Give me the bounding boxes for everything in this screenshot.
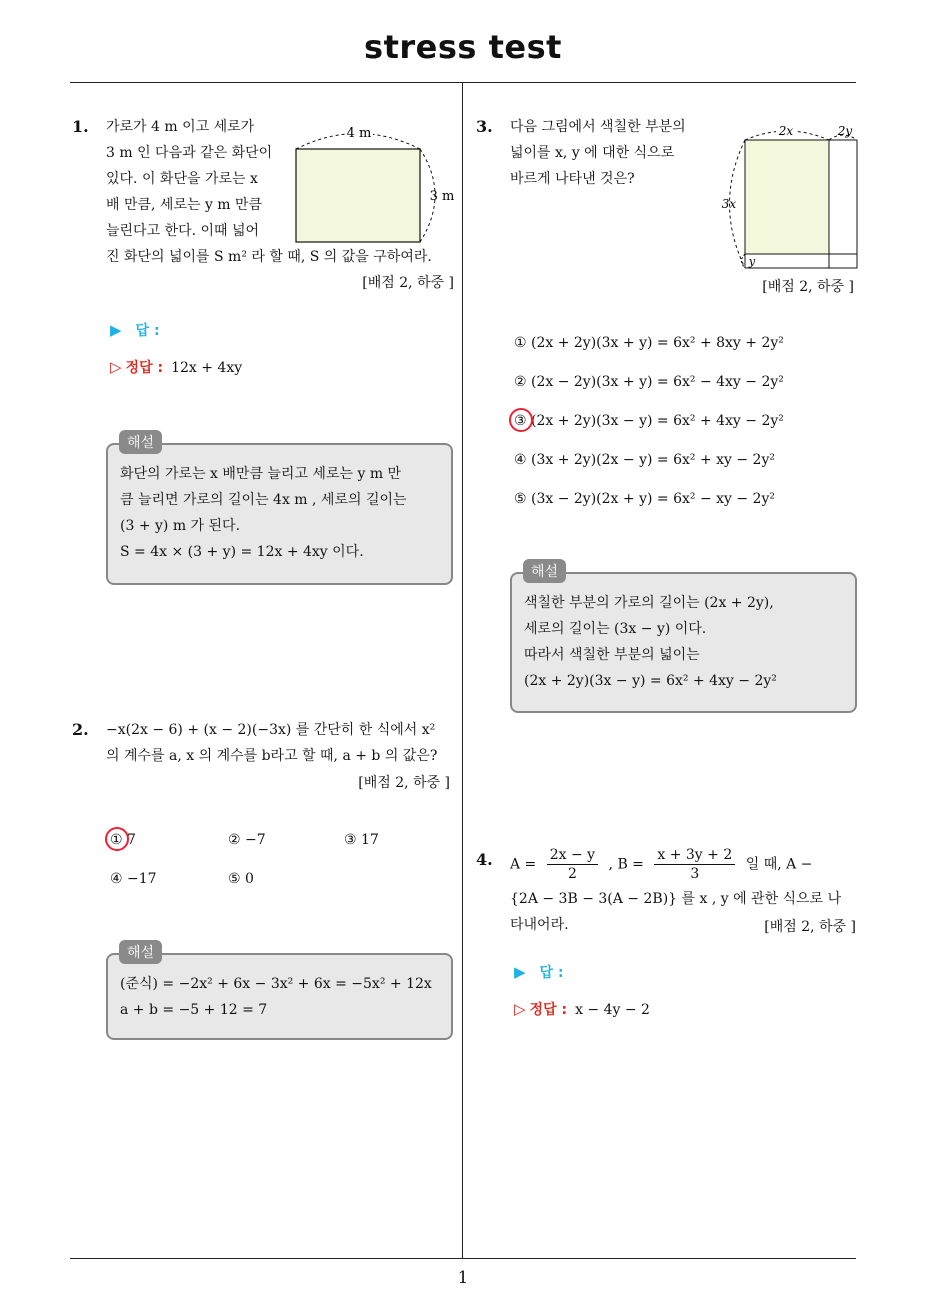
q4-a-denominator: 2 — [567, 866, 577, 882]
q4-fraction-b — [654, 846, 735, 883]
q3-bottom-arc — [742, 254, 746, 268]
q1-answer-label: ▶ 답 : — [110, 321, 160, 339]
q1-line-last: 진 화단의 넓이를 S m² 라 할 때, S 의 값을 구하여라. — [106, 249, 432, 265]
q2-selected-circle-icon — [105, 827, 129, 851]
triangle-outline-icon: ▷ — [110, 358, 122, 376]
q1-line: 배 만큼, 세로는 y m 만큼 — [106, 197, 263, 213]
q1-expl-line: 큼 늘리면 가로의 길이는 4x m , 세로의 길이는 — [120, 492, 407, 508]
q3-choice-2[interactable]: ② (2x − 2y)(3x + y) = 6x² − 4xy − 2y² — [514, 374, 784, 390]
q1-number: 1. — [72, 117, 89, 136]
q1-expl-line: S = 4x × (3 + y) = 12x + 4xy 이다. — [120, 544, 364, 560]
q1-line: 가로가 4 m 이고 세로가 — [106, 119, 255, 135]
q2-choice-4[interactable]: ④ −17 — [110, 871, 157, 887]
q1-line: 있다. 이 화단을 가로는 x — [106, 171, 258, 187]
q1-top-label: 4 m — [346, 126, 372, 141]
q3-label-3x: 3x — [721, 197, 737, 211]
q4-correct-value: x − 4y − 2 — [575, 1002, 650, 1018]
q1-explanation-tag: 해설 — [119, 430, 162, 454]
q2-meta: [배점 2, 하중 ] — [358, 775, 450, 791]
q1-explanation-box — [106, 443, 453, 585]
footer-rule — [70, 1258, 856, 1259]
page-number: 1 — [457, 1268, 469, 1288]
q2-text — [106, 717, 466, 769]
q4-answer-label: ▶ 답 : — [514, 963, 564, 981]
q1-line: 3 m 인 다음과 같은 화단이 — [106, 145, 273, 161]
q4-line2: {2A − 3B − 3(A − 2B)} 를 x , y 에 관한 식으로 나 — [510, 891, 842, 907]
q3-number: 3. — [476, 117, 493, 136]
q3-expl-line: 따라서 색칠한 부분의 넓이는 — [524, 647, 700, 663]
q4-line3: 타내어라. — [510, 917, 569, 933]
q3-expl-line: 세로의 길이는 (3x − y) 이다. — [524, 621, 707, 637]
q3-choice-4[interactable]: ④ (3x + 2y)(2x − y) = 6x² + xy − 2y² — [514, 452, 775, 468]
q4-b-numerator: x + 3y + 2 — [654, 846, 735, 865]
q1-line: 늘린다고 한다. 이때 넓어 — [106, 223, 260, 239]
q3-explanation-tag: 해설 — [523, 559, 566, 583]
q1-correct-value: 12x + 4xy — [171, 360, 243, 376]
triangle-outline-icon: ▷ — [514, 1000, 526, 1018]
q2-line: 의 계수를 a, x 의 계수를 b라고 할 때, a + b 의 값은? — [106, 748, 438, 764]
q3-text — [510, 114, 720, 192]
q2-choice-3[interactable]: ③ 17 — [344, 832, 379, 848]
play-icon: ▶ — [110, 321, 122, 339]
q1-meta: [배점 2, 하중 ] — [362, 275, 454, 291]
q4-line1 — [510, 846, 860, 883]
q1-flowerbed — [296, 149, 420, 242]
q4-a-numerator: 2x − y — [547, 846, 598, 865]
q2-choice-2[interactable]: ② −7 — [228, 832, 266, 848]
q2-expl-line: a + b = −5 + 12 = 7 — [120, 1002, 268, 1018]
q1-right-label: 3 m — [429, 189, 455, 204]
page-title: stress test — [364, 28, 562, 66]
q3-choice-3[interactable]: ③ (2x + 2y)(3x − y) = 6x² + 4xy − 2y² — [514, 413, 784, 429]
q3-choice-5[interactable]: ⑤ (3x − 2y)(2x + y) = 6x² − xy − 2y² — [514, 491, 775, 507]
q3-choice-1[interactable]: ① (2x + 2y)(3x + y) = 6x² + 8xy + 2y² — [514, 335, 784, 351]
q4-tail: 일 때, A − — [745, 856, 813, 873]
q3-line: 바르게 나타낸 것은? — [510, 171, 635, 187]
q4-number: 4. — [476, 850, 493, 869]
q2-choice-1[interactable]: ① 7 — [110, 832, 136, 848]
q4-b-lhs: , B = — [608, 856, 644, 873]
q3-expl-line: (2x + 2y)(3x − y) = 6x² + 4xy − 2y² — [524, 673, 777, 689]
q3-selected-circle-icon — [509, 408, 533, 432]
q3-label-2y: 2y — [837, 124, 853, 138]
q3-line: 넓이를 x, y 에 대한 식으로 — [510, 145, 675, 161]
q1-text — [106, 114, 286, 244]
q2-expl-line: (준식) = −2x² + 6x − 3x² + 6x = −5x² + 12x — [120, 976, 432, 992]
q3-figure — [718, 120, 863, 272]
q1-expl-line: (3 + y) m 가 된다. — [120, 518, 241, 534]
q4-a-lhs: A = — [510, 856, 537, 873]
q4-b-denominator: 3 — [690, 866, 700, 882]
q3-shaded-region — [745, 140, 829, 254]
header-rule — [70, 82, 856, 83]
q3-right-strip — [829, 140, 857, 268]
q3-expl-line: 색칠한 부분의 가로의 길이는 (2x + 2y), — [524, 595, 774, 611]
q3-meta: [배점 2, 하중 ] — [762, 279, 854, 295]
q2-choice-5[interactable]: ⑤ 0 — [228, 871, 254, 887]
q2-line: −x(2x − 6) + (x − 2)(−3x) 를 간단히 한 식에서 x² — [106, 722, 436, 738]
q4-fraction-a — [547, 846, 598, 883]
q2-explanation-tag: 해설 — [119, 940, 162, 964]
q3-label-2x: 2x — [778, 124, 794, 138]
q3-line: 다음 그림에서 색칠한 부분의 — [510, 119, 686, 135]
q4-correct: ▷ 정답 : x − 4y − 2 — [514, 1000, 650, 1018]
q3-explanation-box — [510, 572, 857, 713]
q3-label-y: y — [748, 255, 756, 268]
play-icon: ▶ — [514, 963, 526, 981]
q2-number: 2. — [72, 720, 89, 739]
q1-correct: ▷ 정답 : 12x + 4xy — [110, 358, 243, 376]
q1-figure — [285, 118, 465, 248]
q1-expl-line: 화단의 가로는 x 배만큼 늘리고 세로는 y m 만 — [120, 466, 402, 482]
q2-explanation-box — [106, 953, 453, 1040]
q4-meta: [배점 2, 하중 ] — [764, 919, 856, 935]
